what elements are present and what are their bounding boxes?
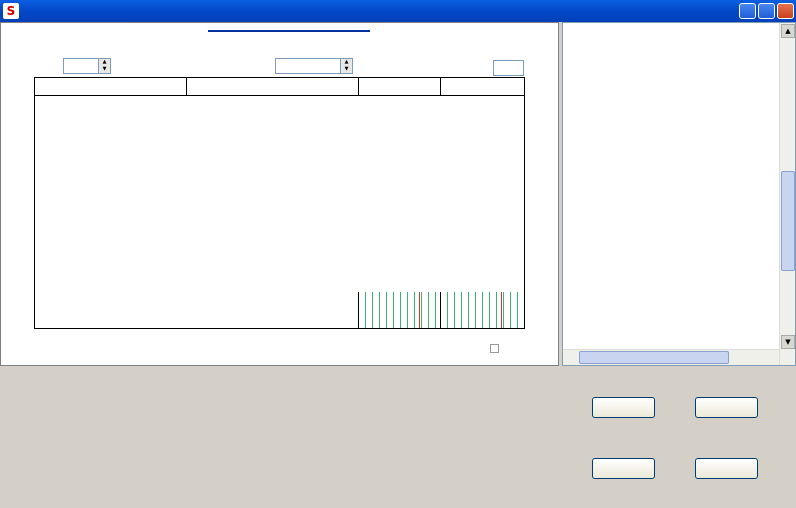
maximize-button[interactable]	[758, 3, 775, 19]
table-header-row	[35, 78, 524, 96]
remove-line-checkbox[interactable]	[490, 344, 499, 353]
app-icon: S	[3, 3, 19, 19]
voucher-title	[208, 30, 370, 32]
voucher-panel	[0, 22, 559, 366]
header-debit	[359, 78, 441, 95]
stepper-arrows-icon[interactable]: ▲ ▼	[98, 59, 110, 73]
total-debit-cell	[359, 292, 441, 328]
date-picker[interactable]	[275, 58, 353, 74]
title-bar	[0, 0, 796, 22]
abandon-button[interactable]	[592, 458, 655, 479]
tree-vertical-scrollbar[interactable]	[779, 23, 795, 365]
scroll-down-icon[interactable]: ▼	[781, 335, 795, 349]
voucher-no-field[interactable]	[493, 60, 524, 76]
header-summary	[35, 78, 187, 95]
attach-count-stepper[interactable]	[63, 58, 111, 74]
voucher-table	[34, 77, 525, 329]
exit-button[interactable]	[695, 458, 758, 479]
tree-scroll-thumb[interactable]	[781, 171, 795, 271]
total-label	[35, 292, 359, 328]
save-button[interactable]	[592, 397, 655, 418]
header-account	[187, 78, 359, 95]
delete-row-button[interactable]	[695, 397, 758, 418]
total-row	[35, 292, 524, 328]
date-spin-icon[interactable]: ▲ ▼	[340, 59, 352, 73]
total-credit-cell	[441, 292, 524, 328]
account-tree[interactable]	[562, 22, 796, 366]
scroll-up-icon[interactable]: ▲	[781, 24, 795, 38]
tree-hscroll-thumb[interactable]	[579, 351, 729, 364]
header-credit	[441, 78, 524, 95]
close-button[interactable]	[777, 3, 794, 19]
tree-horizontal-scrollbar[interactable]	[563, 349, 779, 365]
minimize-button[interactable]	[739, 3, 756, 19]
